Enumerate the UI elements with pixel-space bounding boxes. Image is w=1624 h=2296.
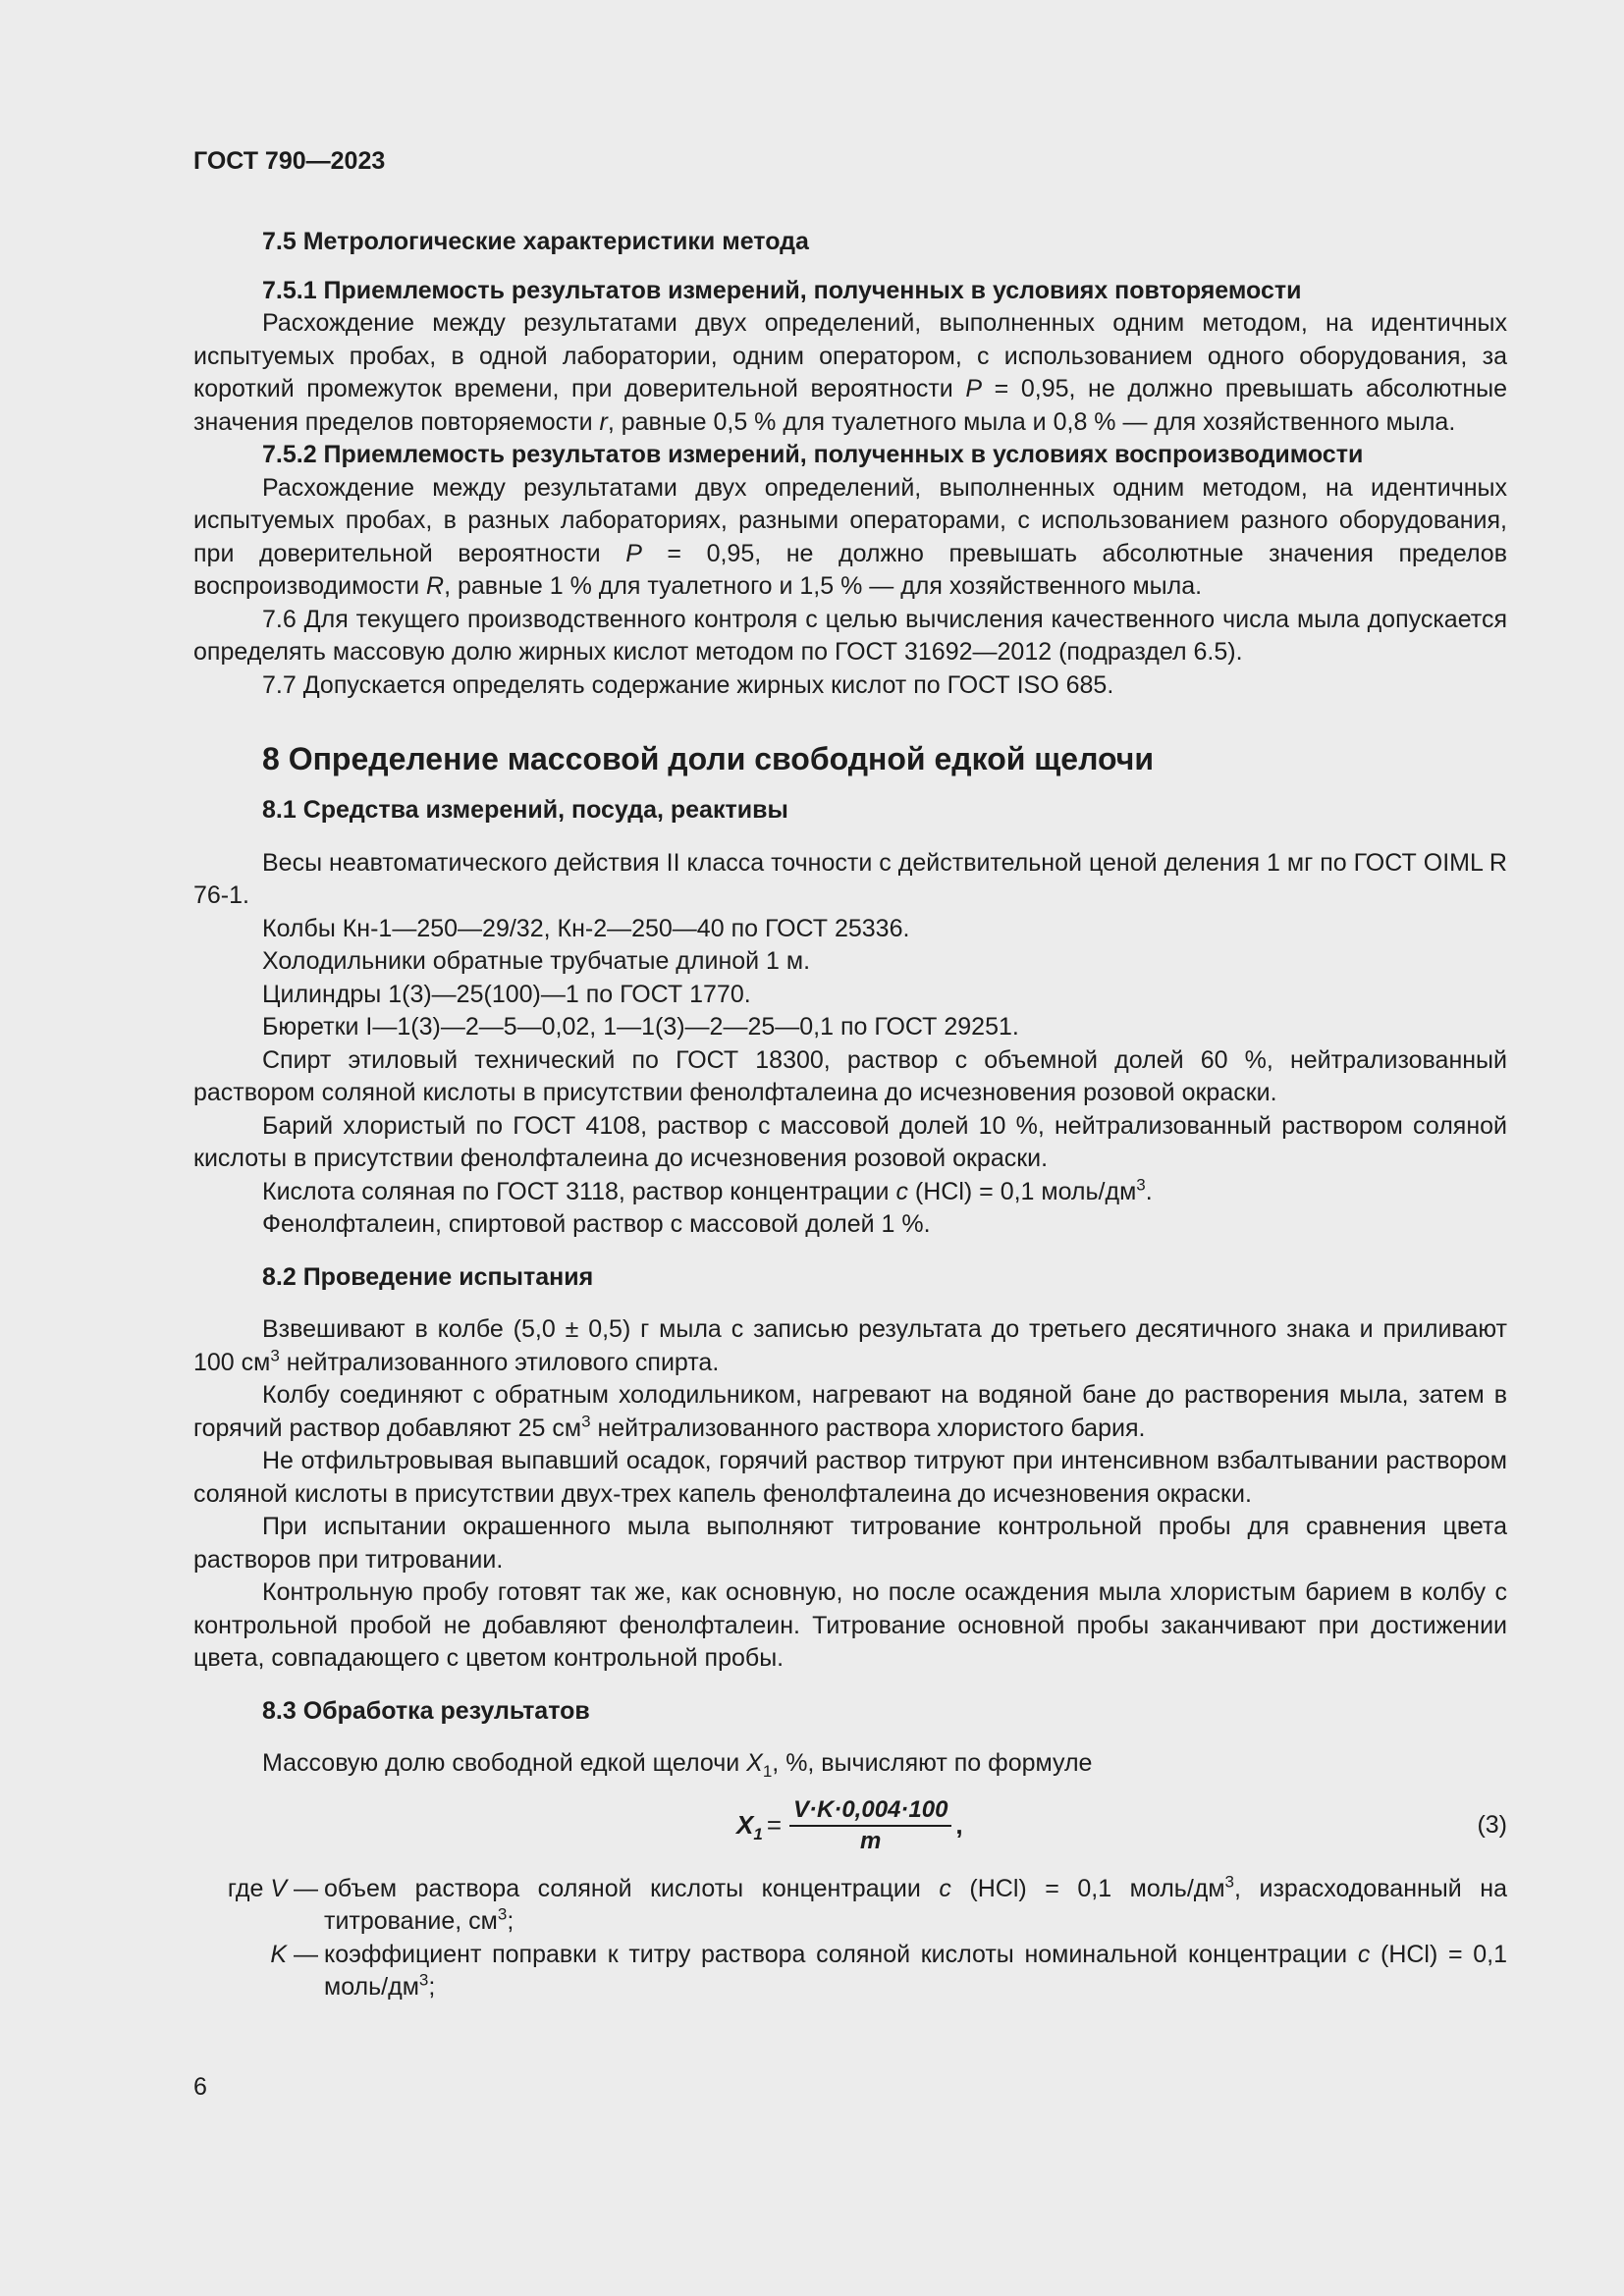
formula-3 — [736, 1792, 963, 1859]
formula-intro: Массовую долю свободной едкой щелочи $X_1$, %, вычисляют по формуле — [262, 1749, 1093, 1781]
formula-numerator: V·K·0,004·100 — [789, 1795, 951, 1827]
legend-term: K — — [270, 1940, 318, 1968]
formula-legend — [193, 1873, 1507, 2004]
equipment-item: Бюретки I—1(3)—2—5—0,02, 1—1(3)—2—25—0,1 по ГОСТ 29251. — [262, 1013, 1019, 1041]
procedure-paragraph: Контрольную пробу готовят так же, как основную, но после осаждения мыла хлористым барием в колбу с контрольной пробой не добавляют фенолфталеин. Титрование основной пробы заканчивают при достижении цвета, совпадающего с цветом контрольной пробы. — [193, 1578, 1507, 1672]
section-7-5-2-heading: 7.5.2 Приемлемость результатов измерений, полученных в условиях воспроизводимости — [262, 441, 1364, 468]
document-header: ГОСТ 790—2023 — [193, 147, 386, 175]
section-7-5-heading: 7.5 Метрологические характеристики метода — [262, 228, 809, 255]
legend-definition: коэффициент поправки к титру раствора соляной кислоты номинальной концентрации c (HCl) = 0,1 моль/$дм^3$; — [324, 1940, 1507, 2001]
equipment-item: Цилиндры 1(3)—25(100)—1 по ГОСТ 1770. — [262, 980, 751, 1008]
section-8-2-heading: 8.2 Проведение испытания — [262, 1262, 594, 1291]
legend-definition: объем раствора соляной кислоты концентрации c (HCl) = 0,1 моль/$дм^3$, израсходованный на титрование, $см^3$; — [324, 1872, 1507, 1935]
section-8-heading: 8 Определение массовой доли свободной едкой щелочи — [262, 741, 1154, 776]
paragraph-7-7: 7.7 Допускается определять содержание жирных кислот по ГОСТ ISO 685. — [262, 670, 1114, 699]
legend-term: где V — — [227, 1874, 318, 1902]
formula-number: (3) — [1477, 1810, 1507, 1839]
procedure-paragraph: При испытании окрашенного мыла выполняют титрование контрольной пробы для сравнения цвета растворов при титровании. — [193, 1513, 1507, 1574]
page-body — [193, 226, 1507, 2004]
formula-trailing-comma: , — [955, 1809, 963, 1840]
equipment-item-acid: Кислота соляная по ГОСТ 3118, раствор концентрации c (HCl) = 0,1 моль/$дм^3$. — [262, 1175, 1153, 1205]
equipment-item: Весы неавтоматического действия II класса точности с действительной ценой деления 1 мг по ГОСТ OIML R 76-1. — [193, 848, 1507, 909]
formula-lhs: $X_1$ — [736, 1809, 763, 1843]
procedure-paragraph: Колбу соединяют с обратным холодильником, нагревают на водяной бане до растворения мыла, затем в горячий раствор добавляют 25 $см^3$ нейтрализованного раствора хлористого бария. — [193, 1381, 1507, 1442]
formula-equals: = — [766, 1809, 782, 1840]
section-7-5-1-text: Расхождение между результатами двух определений, выполненных одним методом, на идентичных испытуемых пробах, в одной лаборатории, одним оператором, с использованием одного оборудования, за короткий промежуток времени, при доверительной вероятности P = 0,95, не должно превышать абсолютные значения пределов повторяемости r, равные 0,5 % для туалетного мыла и 0,8 % — для хозяйственного мыла. — [193, 309, 1507, 436]
equipment-item-phenol: Фенолфталеин, спиртовой раствор с массовой долей 1 %. — [262, 1210, 931, 1238]
procedure-paragraph: Не отфильтровывая выпавший осадок, горячий раствор титруют при интенсивном взбалтывании раствором соляной кислоты в присутствии двух-трех капель фенолфталеина до исчезновения окраски. — [193, 1447, 1507, 1508]
equipment-item: Спирт этиловый технический по ГОСТ 18300, раствор с объемной долей 60 %, нейтрализованный раствором соляной кислоты в присутствии фенолфталеина до исчезновения розовой окраски. — [193, 1045, 1507, 1106]
section-8-3-heading: 8.3 Обработка результатов — [262, 1696, 590, 1725]
formula-denominator: m — [860, 1827, 882, 1854]
equipment-item: Барий хлористый по ГОСТ 4108, раствор с массовой долей 10 %, нейтрализованный раствором соляной кислоты в присутствии фенолфталеина до исчезновения розовой окраски. — [193, 1111, 1507, 1172]
formula-block — [193, 1792, 1507, 1859]
formula-fraction — [789, 1795, 951, 1856]
page-number: 6 — [193, 2073, 207, 2101]
section-7-5-1-heading: 7.5.1 Приемлемость результатов измерений, полученных в условиях повторяемости — [262, 276, 1302, 304]
equipment-item: Холодильники обратные трубчатые длиной 1 м. — [262, 947, 811, 975]
section-8-1-heading: 8.1 Средства измерений, посуда, реактивы — [262, 796, 788, 824]
equipment-item: Колбы Кн-1—250—29/32, Кн-2—250—40 по ГОСТ 25336. — [262, 914, 910, 942]
paragraph-7-6: 7.6 Для текущего производственного контроля с целью вычисления качественного числа мыла допускается определять массовую долю жирных кислот методом по ГОСТ 31692—2012 (подраздел 6.5). — [193, 605, 1507, 666]
section-7-5-2-text: Расхождение между результатами двух определений, выполненных одним методом, на идентичных испытуемых пробах, в разных лабораториях, разными операторами, с использованием разного оборудования, при доверительной вероятности P = 0,95, не должно превышать абсолютные значения пределов воспроизводимости R, равные 1 % для туалетного и 1,5 % — для хозяйственного мыла. — [193, 473, 1507, 600]
procedure-paragraph: Взвешивают в колбе (5,0 ± 0,5) г мыла с записью результата до третьего десятичного знака и приливают 100 $см^3$ нейтрализованного этилового спирта. — [193, 1315, 1507, 1376]
